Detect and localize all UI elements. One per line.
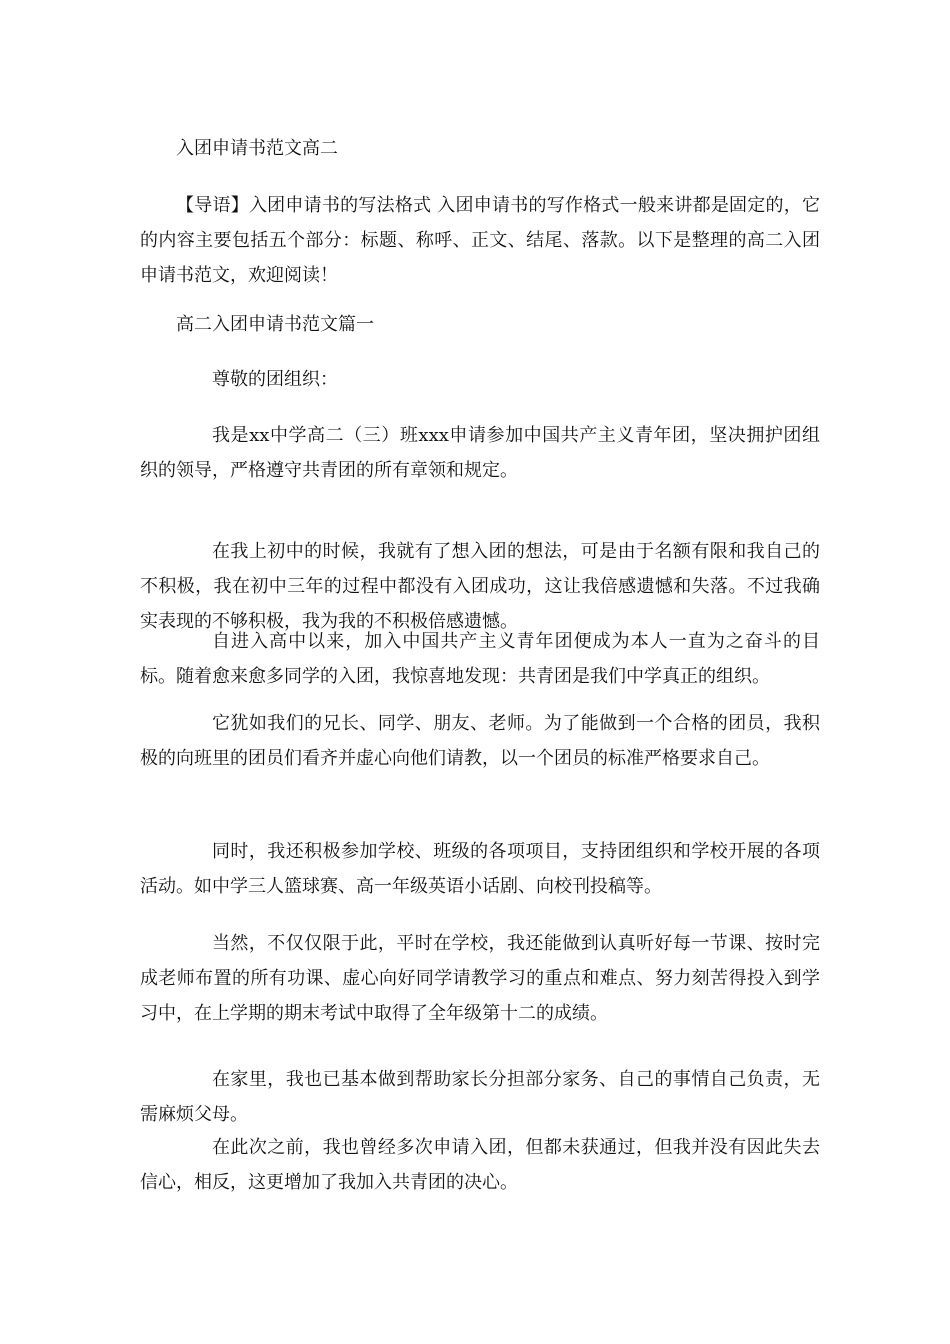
- body-paragraph-7: 在家里，我也已基本做到帮助家长分担部分家务、自己的事情自己负责，无需麻烦父母。: [140, 1069, 820, 1125]
- salutation: 尊敬的团组织：: [212, 369, 338, 390]
- body-paragraph-3: 自进入高中以来，加入中国共产主义青年团便成为本人一直为之奋斗的目标。随着愈来愈多同学的入团，我惊喜地发现：共青团是我们中学真正的组织。: [140, 631, 820, 687]
- body-paragraph-5: 同时，我还积极参加学校、班级的各项项目，支持团组织和学校开展的各项活动。如中学三人篮球赛、高一年级英语小话剧、向校刊投稿等。: [140, 841, 820, 897]
- body-paragraph-8: 在此次之前，我也曾经多次申请入团，但都未获通过，但我并没有因此失去信心，相反，这更增加了我加入共青团的决心。: [140, 1137, 820, 1193]
- body-paragraph-6: 当然，不仅仅限于此，平时在学校，我还能做到认真听好每一节课、按时完成老师布置的所有功课、虚心向好同学请教学习的重点和难点、努力刻苦得投入到学习中，在上学期的期末考试中取得了全年级第十二的成绩。: [140, 933, 820, 1024]
- body-paragraph-1: 我是xx中学高二（三）班xxx申请参加中国共产主义青年团，坚决拥护团组织的领导，严格遵守共青团的所有章领和规定。: [140, 425, 820, 481]
- section-title: 高二入团申请书范文篇一: [176, 314, 374, 335]
- intro-paragraph: 【导语】入团申请书的写法格式 入团申请书的写作格式一般来讲都是固定的，它的内容主要包括五个部分：标题、称呼、正文、结尾、落款。以下是整理的高二入团申请书范文，欢迎阅读！: [140, 195, 820, 286]
- body-paragraph-4: 它犹如我们的兄长、同学、朋友、老师。为了能做到一个合格的团员，我积极的向班里的团员们看齐并虚心向他们请教，以一个团员的标准严格要求自己。: [140, 713, 820, 769]
- document-title: 入团申请书范文高二: [176, 138, 338, 159]
- body-paragraph-2: 在我上初中的时候，我就有了想入团的想法，可是由于名额有限和我自己的不积极，我在初中三年的过程中都没有入团成功，这让我倍感遗憾和失落。不过我确实表现的不够积极，我为我的不积极倍感遗憾。: [140, 541, 820, 632]
